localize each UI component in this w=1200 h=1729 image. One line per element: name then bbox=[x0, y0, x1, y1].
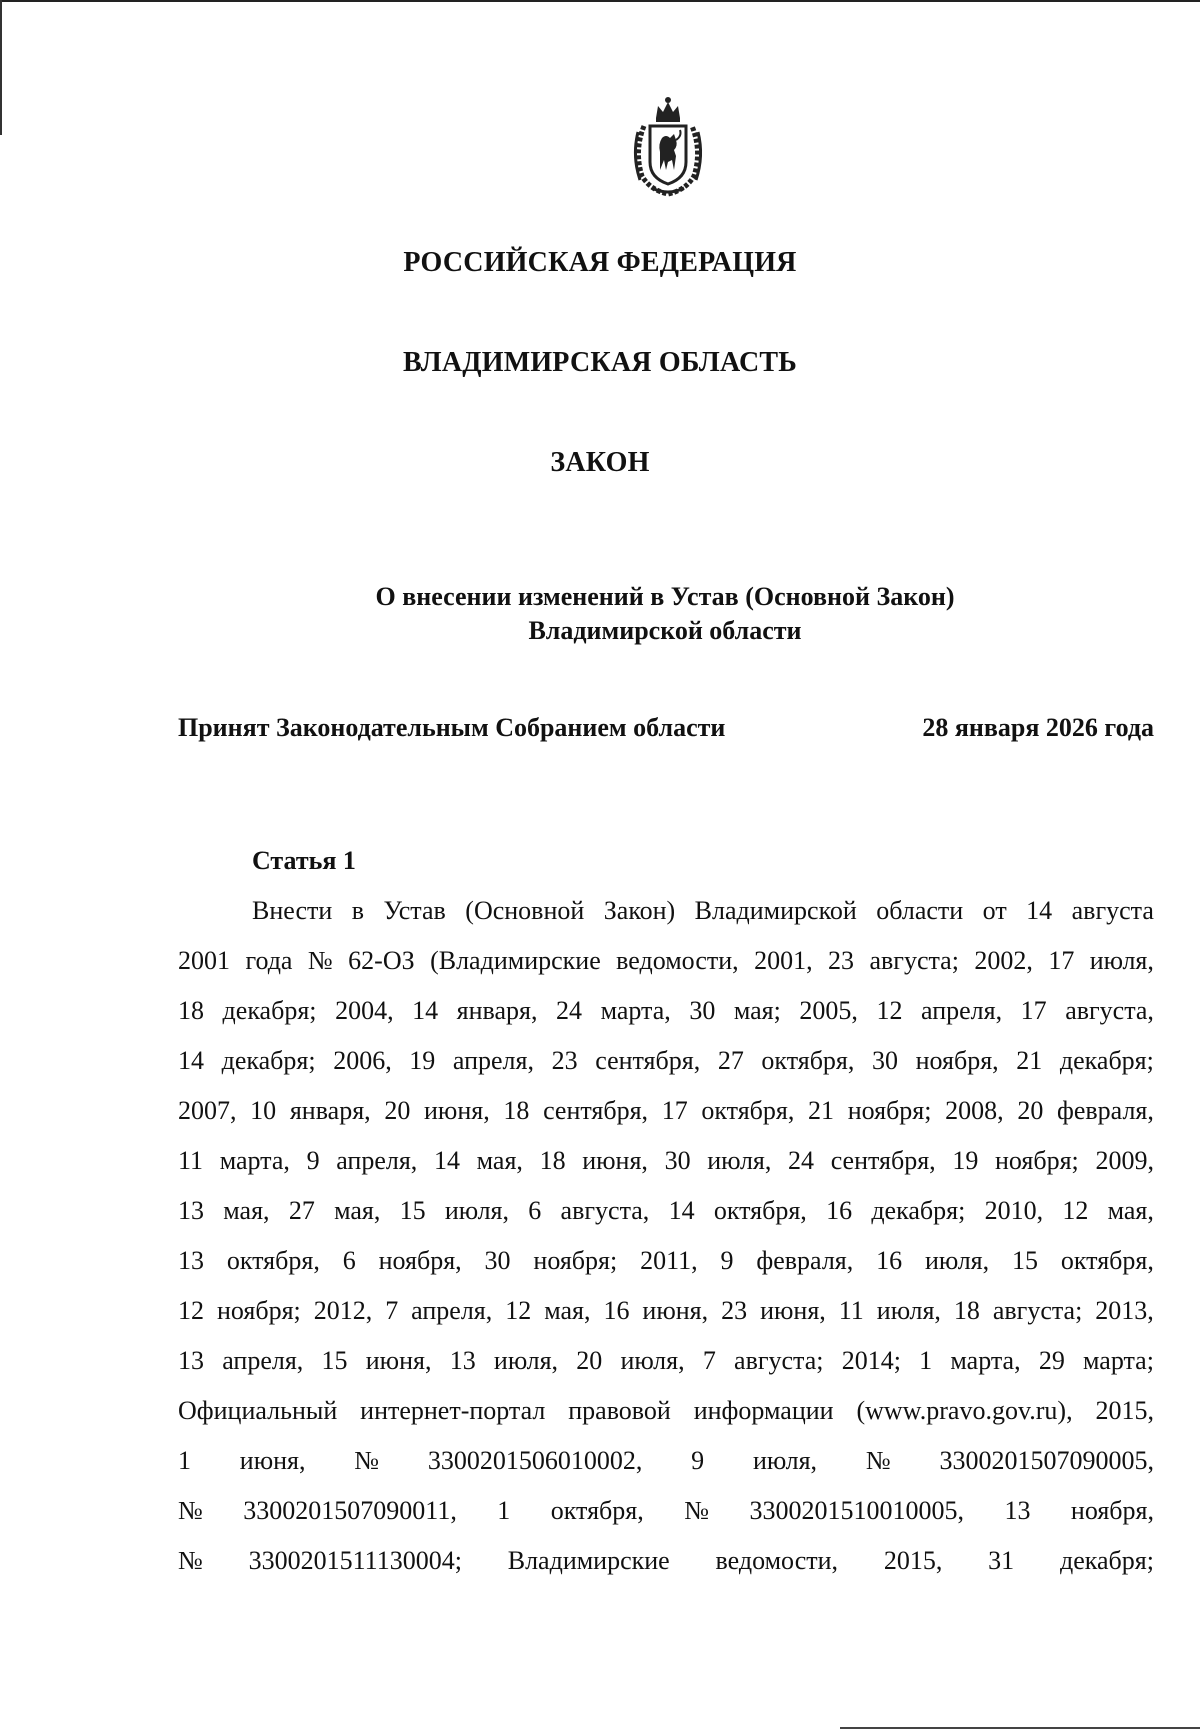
article-word: 23 bbox=[828, 946, 855, 975]
article-word: 14 bbox=[178, 1046, 204, 1075]
article-word: информации bbox=[693, 1396, 834, 1425]
article-word: февраля, bbox=[756, 1246, 854, 1275]
article-word: 2004, bbox=[335, 996, 394, 1025]
article-word: 13 bbox=[449, 1346, 476, 1375]
article-word: апреля, bbox=[411, 1296, 493, 1325]
article-word: 6 bbox=[342, 1246, 356, 1275]
article-word: 24 bbox=[556, 996, 583, 1025]
article-word: апреля, bbox=[336, 1146, 418, 1175]
article-word: от bbox=[982, 896, 1007, 925]
article-word: октября, bbox=[226, 1246, 320, 1275]
article-word: 2015, bbox=[883, 1546, 943, 1575]
article-word: Устав bbox=[383, 896, 446, 925]
article-line bbox=[178, 1293, 1154, 1343]
article-word: ноября; bbox=[533, 1246, 618, 1275]
article-word: июля, bbox=[493, 1346, 559, 1375]
article-word: 3300201510010005, bbox=[749, 1496, 964, 1525]
article-word: № bbox=[865, 1446, 891, 1475]
article-line bbox=[178, 1093, 1154, 1143]
article-word: 27 bbox=[717, 1046, 744, 1075]
article-word: 17 bbox=[1048, 946, 1075, 975]
article-word: 29 bbox=[1038, 1346, 1065, 1375]
article-word: 14 bbox=[668, 1196, 695, 1225]
article-word: августа; bbox=[992, 1296, 1083, 1325]
article-word: 14 bbox=[1026, 896, 1053, 925]
article-word: августа, bbox=[1065, 996, 1154, 1025]
article-word: 2007, bbox=[178, 1096, 237, 1125]
article-word: декабря; bbox=[871, 1196, 966, 1225]
article-word: 16 bbox=[603, 1296, 630, 1325]
adoption-date: 28 января 2026 года bbox=[922, 713, 1154, 742]
article-word: 16 bbox=[826, 1196, 853, 1225]
article-word: № bbox=[354, 1446, 380, 1475]
article-word: мая; bbox=[733, 996, 781, 1025]
article-word: октября, bbox=[713, 1196, 807, 1225]
scan-edge-top bbox=[0, 0, 1200, 2]
article-line bbox=[178, 1493, 1154, 1543]
article-word: апреля, bbox=[222, 1346, 304, 1375]
law-title-line-2: Владимирской области bbox=[528, 616, 802, 645]
article-word: сентября, bbox=[830, 1146, 936, 1175]
article-word: 30 bbox=[689, 996, 716, 1025]
article-word: 18 bbox=[953, 1296, 980, 1325]
article-word: ноября; bbox=[216, 1296, 301, 1325]
article-word: мая, bbox=[223, 1196, 270, 1225]
article-word: 13 bbox=[178, 1196, 204, 1225]
article-word: 10 bbox=[250, 1096, 277, 1125]
article-word: августа, bbox=[560, 1196, 650, 1225]
article-word: 3300201506010002, bbox=[427, 1446, 643, 1475]
article-word: 17 bbox=[661, 1096, 688, 1125]
article-line bbox=[178, 993, 1154, 1043]
adoption-label: Принят Законодательным Собранием области bbox=[178, 713, 726, 742]
article-word: правовой bbox=[568, 1396, 671, 1425]
article-word: 21 bbox=[808, 1096, 835, 1125]
article-word: 11 bbox=[178, 1146, 204, 1175]
article-word: 2015, bbox=[1095, 1396, 1154, 1425]
article-word: 19 bbox=[409, 1046, 436, 1075]
article-word: апреля, bbox=[921, 996, 1003, 1025]
article-word: 1 bbox=[919, 1346, 933, 1375]
article-word: марта, bbox=[219, 1146, 290, 1175]
article-word: 17 bbox=[1020, 996, 1047, 1025]
article-line bbox=[178, 1343, 1154, 1393]
article-word: 13 bbox=[178, 1346, 204, 1375]
article-heading: Статья 1 bbox=[252, 846, 356, 875]
article-word: № bbox=[178, 1496, 203, 1525]
article-word: марта, bbox=[600, 996, 671, 1025]
article-line bbox=[178, 1393, 1154, 1443]
article-word: (Владимирские bbox=[430, 946, 601, 975]
article-word: июля, bbox=[876, 1296, 941, 1325]
article-word: в bbox=[351, 896, 365, 925]
article-word: марта, bbox=[950, 1346, 1021, 1375]
document-type-heading: ЗАКОН bbox=[550, 447, 650, 478]
article-word: 30 bbox=[484, 1246, 511, 1275]
article-word: года bbox=[245, 946, 293, 975]
article-word: Владимирской bbox=[694, 896, 857, 925]
article-word: 3300201507090005, bbox=[939, 1446, 1154, 1475]
article-word: (www.pravo.gov.ru), bbox=[856, 1396, 1073, 1425]
article-word: июля, bbox=[1089, 946, 1154, 975]
article-word: 20 bbox=[1017, 1096, 1044, 1125]
article-word: мая, bbox=[334, 1196, 381, 1225]
article-word: № bbox=[307, 946, 333, 975]
article-word: 12 bbox=[876, 996, 903, 1025]
coat-of-arms-emblem bbox=[630, 96, 706, 198]
article-word: 7 bbox=[385, 1296, 399, 1325]
article-word: августа; bbox=[869, 946, 959, 975]
article-word: мая, bbox=[476, 1146, 523, 1175]
article-word: апреля, bbox=[452, 1046, 534, 1075]
article-word: 2001 bbox=[178, 946, 230, 975]
article-word: декабря; bbox=[221, 1046, 316, 1075]
article-word: 19 bbox=[952, 1146, 979, 1175]
article-word: 13 bbox=[178, 1246, 204, 1275]
article-word: 2010, bbox=[984, 1196, 1044, 1225]
article-word: июня, bbox=[239, 1446, 306, 1475]
article-word: 3300201507090011, bbox=[243, 1496, 457, 1525]
article-word: 7 bbox=[702, 1346, 716, 1375]
article-word: декабря; bbox=[1059, 1046, 1154, 1075]
article-word: ноября; bbox=[994, 1146, 1079, 1175]
article-word: июня, bbox=[424, 1096, 490, 1125]
country-heading: РОССИЙСКАЯ ФЕДЕРАЦИЯ bbox=[403, 247, 797, 278]
article-word: 9 bbox=[306, 1146, 320, 1175]
article-word: 15 bbox=[399, 1196, 426, 1225]
article-word: сентября, bbox=[543, 1096, 649, 1125]
article-word: 14 bbox=[412, 996, 439, 1025]
article-word: 18 bbox=[503, 1096, 530, 1125]
article-word: декабря; bbox=[1059, 1546, 1154, 1575]
article-word: Владимирские bbox=[507, 1546, 670, 1575]
article-word: июня, bbox=[642, 1296, 709, 1325]
article-word: 2006, bbox=[333, 1046, 392, 1075]
law-title bbox=[0, 580, 1200, 648]
article-word: 2001, bbox=[754, 946, 813, 975]
article-word: июля, bbox=[707, 1146, 772, 1175]
article-word: 1 bbox=[497, 1496, 511, 1525]
article-word: июля, bbox=[620, 1346, 685, 1375]
article-word: области bbox=[876, 896, 964, 925]
article-word: января, bbox=[289, 1096, 371, 1125]
article-line bbox=[178, 1443, 1154, 1493]
article-word: 2005, bbox=[799, 996, 858, 1025]
article-line bbox=[178, 893, 1154, 943]
law-title-line-1: О внесении изменений в Устав (Основной Закон) bbox=[375, 582, 955, 611]
article-word: 9 bbox=[720, 1246, 734, 1275]
article-word: 31 bbox=[988, 1546, 1015, 1575]
article-line bbox=[178, 943, 1154, 993]
article-word: 15 bbox=[1012, 1246, 1039, 1275]
article-word: июня, bbox=[582, 1146, 648, 1175]
article-word: февраля, bbox=[1057, 1096, 1154, 1125]
article-word: 2014; bbox=[841, 1346, 901, 1375]
article-word: 6 bbox=[528, 1196, 542, 1225]
article-word: 30 bbox=[664, 1146, 691, 1175]
article-word: ноября, bbox=[915, 1046, 999, 1075]
article-word: 12 bbox=[178, 1296, 204, 1325]
article-line bbox=[178, 1243, 1154, 1293]
article-word: мая, bbox=[544, 1296, 591, 1325]
article-word: октября, bbox=[701, 1096, 795, 1125]
article-word: августа; bbox=[734, 1346, 824, 1375]
adoption-line bbox=[178, 713, 1154, 743]
article-word: 16 bbox=[876, 1246, 903, 1275]
article-line bbox=[178, 1043, 1154, 1093]
article-word: Внести bbox=[252, 896, 333, 925]
article-word: ведомости, bbox=[616, 946, 739, 975]
article-word: марта; bbox=[1083, 1346, 1154, 1375]
article-word: 12 bbox=[1062, 1196, 1089, 1225]
article-word: 62-ОЗ bbox=[348, 946, 415, 975]
article-word: 15 bbox=[321, 1346, 348, 1375]
article-body bbox=[178, 893, 1154, 1593]
article-word: июня, bbox=[365, 1346, 432, 1375]
article-word: 14 bbox=[433, 1146, 460, 1175]
article-word: Официальный bbox=[178, 1396, 338, 1425]
article-word: 23 bbox=[721, 1296, 748, 1325]
article-word: ноября, bbox=[1070, 1496, 1154, 1525]
article-word: № bbox=[178, 1546, 203, 1575]
article-word: № bbox=[684, 1496, 710, 1525]
article-word: января, bbox=[456, 996, 538, 1025]
article-word: июля, bbox=[925, 1246, 990, 1275]
article-word: 2012, bbox=[313, 1296, 373, 1325]
article-word: 30 bbox=[872, 1046, 898, 1075]
scan-edge-left bbox=[0, 0, 2, 135]
article-line bbox=[178, 1543, 1154, 1593]
article-word: 12 bbox=[505, 1296, 532, 1325]
article-word: интернет-портал bbox=[360, 1396, 546, 1425]
article-word: декабря; bbox=[222, 996, 317, 1025]
region-heading: ВЛАДИМИРСКАЯ ОБЛАСТЬ bbox=[402, 347, 798, 378]
article-word: июня, bbox=[760, 1296, 826, 1325]
article-word: 11 bbox=[838, 1296, 864, 1325]
article-line bbox=[178, 1143, 1154, 1193]
article-word: июля, bbox=[444, 1196, 510, 1225]
article-word: сентября, bbox=[595, 1046, 701, 1075]
article-word: октября, bbox=[1060, 1246, 1154, 1275]
article-word: ноября; bbox=[847, 1096, 932, 1125]
article-word: 3300201511130004; bbox=[248, 1546, 462, 1575]
article-word: 20 bbox=[576, 1346, 603, 1375]
article-word: 1 bbox=[178, 1446, 191, 1475]
article-word: октября, bbox=[761, 1046, 855, 1075]
article-word: 13 bbox=[1004, 1496, 1031, 1525]
article-word: Закон) bbox=[603, 896, 676, 925]
article-word: 18 bbox=[539, 1146, 566, 1175]
article-word: августа bbox=[1071, 896, 1154, 925]
article-word: 2011, bbox=[640, 1246, 698, 1275]
article-word: ведомости, bbox=[715, 1546, 839, 1575]
article-word: 27 bbox=[288, 1196, 315, 1225]
article-word: 2013, bbox=[1095, 1296, 1154, 1325]
article-word: 2009, bbox=[1095, 1146, 1154, 1175]
article-word: мая, bbox=[1107, 1196, 1154, 1225]
article-word: 18 bbox=[178, 996, 204, 1025]
article-word: 23 bbox=[551, 1046, 578, 1075]
article-word: 20 bbox=[384, 1096, 411, 1125]
article-line bbox=[178, 1193, 1154, 1243]
article-word: ноября, bbox=[378, 1246, 462, 1275]
article-word: июля, bbox=[752, 1446, 818, 1475]
article-word: 2008, bbox=[945, 1096, 1004, 1125]
article-word: 24 bbox=[788, 1146, 815, 1175]
article-word: 2002, bbox=[974, 946, 1033, 975]
article-word: (Основной bbox=[465, 896, 585, 925]
article-word: 9 bbox=[691, 1446, 705, 1475]
article-word: 21 bbox=[1016, 1046, 1043, 1075]
article-word: октября, bbox=[550, 1496, 644, 1525]
